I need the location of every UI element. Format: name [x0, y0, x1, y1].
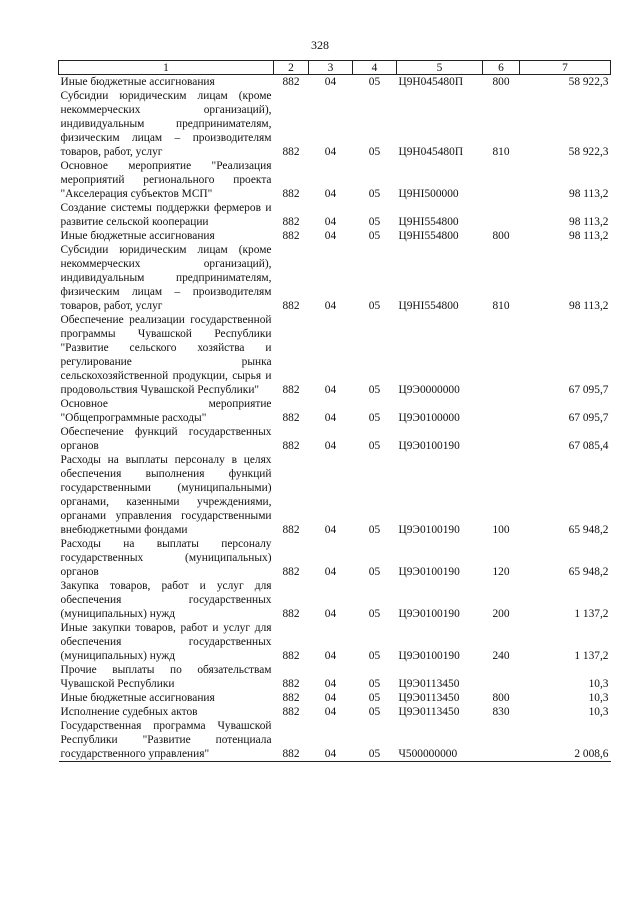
cell-vr [483, 425, 520, 453]
column-header: 6 [483, 61, 520, 75]
cell-pr: 05 [368, 146, 381, 158]
cell-vr [483, 313, 520, 397]
cell-pr: 05 [368, 706, 381, 718]
table-row [59, 705, 611, 719]
table-row [59, 89, 611, 159]
row-description: Обеспечение функций государственных органов [60, 426, 272, 452]
cell-gr: 882 [282, 412, 300, 424]
cell-vr: 810 [492, 300, 510, 312]
cell-vr: 810 [492, 146, 510, 158]
cell-sum: 1 137,2 [574, 608, 609, 620]
cell-rz: 04 [324, 188, 337, 200]
cell-pr: 05 [368, 230, 381, 242]
cell-csr: Ц9Э0100000 [398, 412, 460, 424]
cell-csr: Ц9Э0113450 [398, 692, 460, 704]
cell-sum: 10,3 [588, 706, 609, 718]
cell-vr [483, 397, 520, 425]
table-row [59, 453, 611, 537]
table-header [59, 61, 611, 75]
cell-vr [483, 159, 520, 201]
cell-csr: Ц9Э0113450 [398, 706, 460, 718]
cell-gr: 882 [282, 146, 300, 158]
table-row [59, 691, 611, 705]
column-header: 7 [520, 61, 611, 75]
cell-pr: 05 [368, 384, 381, 396]
cell-rz: 04 [324, 692, 337, 704]
row-description: Государственная программа Чувашской Республики "Развитие потенциала государственного управления" [60, 720, 272, 760]
row-description: Иные бюджетные ассигнования [60, 76, 215, 88]
cell-sum: 67 095,7 [568, 412, 609, 424]
row-description: Субсидии юридическим лицам (кроме некоммерческих организаций), индивидуальным предпринимателям, физическим лицам – производителям товаров, работ, услуг [60, 244, 272, 312]
cell-sum: 10,3 [588, 678, 609, 690]
cell-sum: 65 948,2 [568, 566, 609, 578]
cell-sum: 58 922,3 [568, 146, 609, 158]
cell-sum: 1 137,2 [574, 650, 609, 662]
cell-csr: Ц9НI554800 [398, 216, 459, 228]
column-header: 3 [309, 61, 353, 75]
cell-csr: Ц9Э0000000 [398, 384, 460, 396]
cell-pr: 05 [368, 678, 381, 690]
row-description: Расходы на выплаты персоналу в целях обеспечения выполнения функций государственными (муниципальными) органами, казенными учреждениями, органами управления государственными внебюджетными фондами [60, 454, 272, 536]
cell-rz: 04 [324, 678, 337, 690]
cell-gr: 882 [282, 650, 300, 662]
cell-csr: Ч500000000 [397, 719, 483, 762]
table-row [59, 579, 611, 621]
cell-rz: 04 [324, 650, 337, 662]
cell-sum: 67 095,7 [568, 384, 609, 396]
cell-pr: 05 [353, 719, 397, 762]
cell-sum: 65 948,2 [568, 524, 609, 536]
row-description: Закупка товаров, работ и услуг для обеспечения государственных (муниципальных) нужд [60, 580, 272, 620]
cell-csr: Ц9Э0100190 [398, 524, 460, 536]
cell-rz: 04 [309, 719, 353, 762]
table-row [59, 313, 611, 397]
table-row [59, 621, 611, 663]
cell-gr: 882 [274, 719, 309, 762]
page-number: 328 [311, 38, 329, 52]
cell-pr: 05 [368, 300, 381, 312]
cell-pr: 05 [368, 566, 381, 578]
row-description: Основное мероприятие "Общепрограммные расходы" [60, 398, 272, 424]
cell-gr: 882 [282, 692, 300, 704]
row-description: Расходы на выплаты персоналу государственных (муниципальных) органов [60, 538, 272, 578]
cell-csr: Ц9НI500000 [398, 188, 459, 200]
cell-gr: 882 [282, 706, 300, 718]
cell-vr [483, 719, 520, 762]
cell-vr: 100 [492, 524, 510, 536]
table-row [59, 537, 611, 579]
cell-rz: 04 [324, 608, 337, 620]
cell-sum: 98 113,2 [569, 188, 609, 200]
cell-pr: 05 [368, 608, 381, 620]
cell-rz: 04 [324, 76, 337, 88]
cell-csr: Ц9НI554800 [398, 230, 459, 242]
cell-pr: 05 [368, 76, 381, 88]
cell-sum: 2 008,6 [520, 719, 611, 762]
row-description: Основное мероприятие "Реализация мероприятий регионального проекта "Акселерация субъектов МСП" [60, 160, 272, 200]
cell-csr: Ц9Э0100190 [398, 650, 460, 662]
cell-vr: 200 [492, 608, 510, 620]
row-description: Прочие выплаты по обязательствам Чувашской Республики [60, 664, 272, 690]
cell-csr: Ц9Э0100190 [398, 440, 460, 452]
cell-sum: 10,3 [588, 692, 609, 704]
cell-pr: 05 [368, 650, 381, 662]
cell-vr: 120 [492, 566, 510, 578]
cell-gr: 882 [282, 384, 300, 396]
cell-pr: 05 [368, 216, 381, 228]
table-row [59, 719, 611, 762]
table-row [59, 229, 611, 243]
cell-rz: 04 [324, 440, 337, 452]
cell-vr: 800 [492, 230, 510, 242]
cell-gr: 882 [282, 76, 300, 88]
budget-table [58, 60, 611, 762]
table-row [59, 397, 611, 425]
cell-rz: 04 [324, 384, 337, 396]
table-row [59, 75, 611, 90]
cell-gr: 882 [282, 188, 300, 200]
cell-rz: 04 [324, 566, 337, 578]
cell-vr [483, 663, 520, 691]
cell-vr: 800 [492, 76, 510, 88]
cell-gr: 882 [282, 566, 300, 578]
cell-sum: 98 113,2 [569, 216, 609, 228]
cell-vr: 830 [492, 706, 510, 718]
cell-sum: 98 113,2 [569, 300, 609, 312]
column-header: 4 [353, 61, 397, 75]
cell-rz: 04 [324, 230, 337, 242]
row-description: Исполнение судебных актов [60, 706, 198, 718]
cell-pr: 05 [368, 440, 381, 452]
table-row [59, 425, 611, 453]
cell-gr: 882 [282, 230, 300, 242]
column-header: 1 [59, 61, 274, 75]
cell-rz: 04 [324, 146, 337, 158]
row-description: Иные бюджетные ассигнования [60, 230, 215, 242]
cell-pr: 05 [368, 188, 381, 200]
cell-pr: 05 [368, 412, 381, 424]
cell-rz: 04 [324, 300, 337, 312]
cell-csr: Ц9Н045480П [398, 146, 464, 158]
cell-sum: 58 922,3 [568, 76, 609, 88]
cell-vr [483, 201, 520, 229]
cell-gr: 882 [282, 608, 300, 620]
table-row [59, 159, 611, 201]
cell-rz: 04 [324, 706, 337, 718]
row-description: Обеспечение реализации государственной программы Чувашской Республики "Развитие сельского хозяйства и регулирование рынка сельскохозяйственной продукции, сырья и продовольствия Чувашской Республики" [60, 314, 272, 396]
cell-sum: 67 085,4 [568, 440, 609, 452]
row-description: Иные бюджетные ассигнования [60, 692, 215, 704]
cell-pr: 05 [368, 524, 381, 536]
cell-csr: Ц9Э0100190 [398, 608, 460, 620]
column-header: 2 [274, 61, 309, 75]
cell-csr: Ц9НI554800 [398, 300, 459, 312]
cell-gr: 882 [282, 216, 300, 228]
cell-rz: 04 [324, 412, 337, 424]
cell-gr: 882 [282, 524, 300, 536]
cell-csr: Ц9Э0100190 [398, 566, 460, 578]
column-header: 5 [397, 61, 483, 75]
cell-sum: 98 113,2 [569, 230, 609, 242]
cell-gr: 882 [282, 300, 300, 312]
row-description: Создание системы поддержки фермеров и развитие сельской кооперации [60, 202, 272, 228]
cell-csr: Ц9Н045480П [398, 76, 464, 88]
cell-csr: Ц9Э0113450 [398, 678, 460, 690]
cell-pr: 05 [368, 692, 381, 704]
cell-gr: 882 [282, 440, 300, 452]
row-description: Иные закупки товаров, работ и услуг для обеспечения государственных (муниципальных) нужд [60, 622, 272, 662]
row-description: Субсидии юридическим лицам (кроме некоммерческих организаций), индивидуальным предпринимателям, физическим лицам – производителям товаров, работ, услуг [60, 90, 272, 158]
cell-vr: 240 [492, 650, 510, 662]
table-row [59, 243, 611, 313]
cell-vr: 800 [492, 692, 510, 704]
table-body [59, 75, 611, 762]
cell-rz: 04 [324, 216, 337, 228]
table-row [59, 663, 611, 691]
table-row [59, 201, 611, 229]
cell-rz: 04 [324, 524, 337, 536]
cell-gr: 882 [282, 678, 300, 690]
